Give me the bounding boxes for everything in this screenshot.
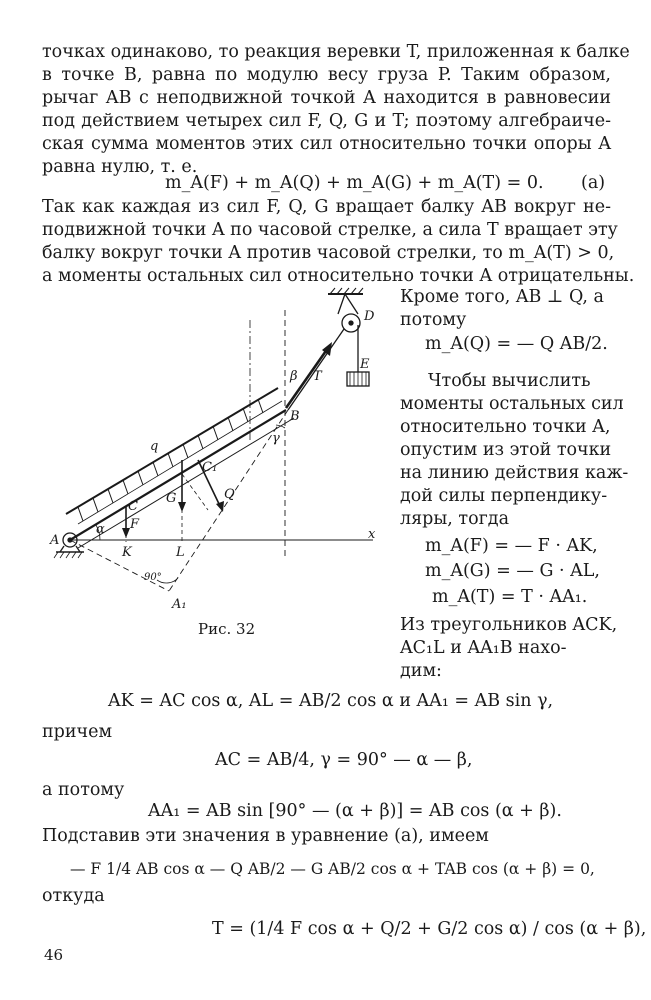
label-A1: A₁	[172, 597, 187, 612]
label-alpha: α	[96, 522, 105, 537]
text-line: Из треугольников ACK,	[400, 615, 618, 635]
page-number: 46	[44, 946, 64, 964]
equation-mt: m_A(T) = T · AA₁.	[432, 587, 588, 607]
label-A: A	[50, 533, 60, 548]
label-90-degrees: 90°	[144, 572, 162, 583]
text-line: опустим из этой точки	[400, 440, 612, 460]
text-line: Подставив эти значения в уравнение (а), имеем	[42, 826, 489, 846]
equation-aa1: AA₁ = AB sin [90° — (α + β)] = AB cos (α + β).	[148, 801, 562, 821]
text-line: относительно точки A,	[400, 417, 611, 437]
label-K: K	[122, 545, 132, 560]
text-line: под действием четырех сил F, Q, G и T; поэтому алгебраиче-	[42, 111, 611, 131]
figure-caption: Рис. 32	[198, 620, 256, 638]
text-line: на линию действия каж-	[400, 463, 629, 483]
text-line: Так как каждая из сил F, Q, G вращает балку AB вокруг не-	[42, 197, 611, 217]
label-L: L	[176, 545, 185, 560]
figure-32	[38, 280, 408, 640]
equation-a-label: (а)	[581, 173, 606, 193]
text-line: Чтобы вычислить	[428, 371, 591, 391]
label-q: q	[150, 439, 159, 454]
text-line: дой силы перпендику-	[400, 486, 608, 506]
equation-mg: m_A(G) = — G · AL,	[425, 561, 600, 581]
label-D: D	[364, 309, 375, 324]
label-x: x	[368, 527, 376, 542]
label-E: E	[360, 357, 370, 372]
label-C: C	[128, 499, 138, 514]
label-beta-top: β	[290, 369, 298, 384]
text-line: рычаг AB с неподвижной точкой A находится в равновесии	[42, 88, 611, 108]
equation-T: T = (1/4 F cos α + Q/2 + G/2 cos α) / cos (α + β),	[212, 919, 647, 939]
equation-mq: m_A(Q) = — Q AB/2.	[425, 334, 608, 354]
equation-a: m_A(F) + m_A(Q) + m_A(G) + m_A(T) = 0.	[165, 173, 544, 193]
text-line: балку вокруг точки A против часовой стрелки, то m_A(T) > 0,	[42, 243, 615, 263]
label-T: T	[313, 369, 322, 384]
text-line: потому	[400, 310, 467, 330]
equation-long: — F 1/4 AB cos α — Q AB/2 — G AB/2 cos α + TAB cos (α + β) = 0,	[70, 860, 595, 878]
label-B: B	[290, 409, 300, 424]
text-line: подвижной точки A по часовой стрелке, а сила T вращает эту	[42, 220, 618, 240]
text-line: а потому	[42, 780, 125, 800]
text-line: в точке B, равна по модулю весу груза P. Таким образом,	[42, 65, 611, 85]
equation-mf: m_A(F) = — F · AK,	[425, 536, 598, 556]
text-line: моменты остальных сил	[400, 394, 624, 414]
text-line: Кроме того, AB ⊥ Q, а	[400, 287, 604, 307]
text-line: равна нулю, т. е.	[42, 157, 198, 177]
text-line: ляры, тогда	[400, 509, 510, 529]
text-line: ская сумма моментов этих сил относительно точки опоры A	[42, 134, 611, 154]
text-line: причем	[42, 722, 113, 742]
text-line: дим:	[400, 661, 442, 681]
label-F: F	[130, 517, 140, 532]
label-C1: C₁	[202, 460, 218, 475]
equation-ak: AK = AC cos α, AL = AB/2 cos α и AA₁ = AB sin γ,	[108, 691, 554, 711]
label-Q: Q	[224, 487, 235, 502]
text-line: AC₁L и AA₁B нахо-	[400, 638, 567, 658]
label-G: G	[166, 491, 177, 506]
equation-ac: AC = AB/4, γ = 90° — α — β,	[215, 750, 473, 770]
label-gamma: γ	[272, 431, 280, 446]
text-line: точках одинаково, то реакция веревки T, приложенная к балке	[42, 42, 630, 62]
text-line: откуда	[42, 886, 105, 906]
text-line: а моменты остальных сил относительно точки A отрицательны.	[42, 266, 635, 286]
